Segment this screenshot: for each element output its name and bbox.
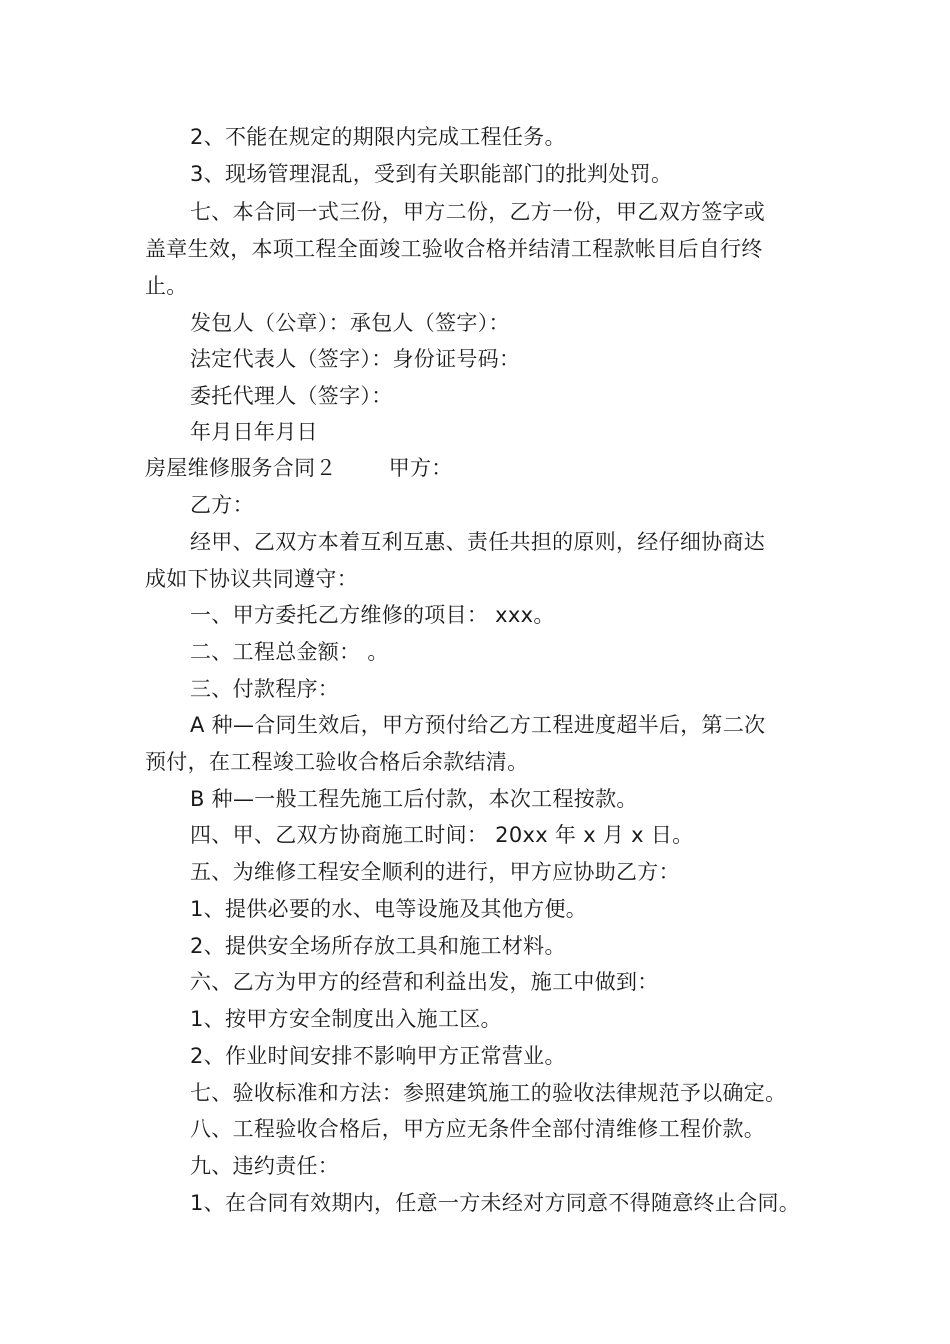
text-line: 2、不能在规定的期限内完成工程任务。 — [190, 125, 566, 149]
contract-heading-line — [145, 454, 453, 482]
text-line: 1、提供必要的水、电等设施及其他方便。 — [190, 897, 588, 921]
text-line: 经甲、乙双方本着互利互惠、责任共担的原则，经仔细协商达 — [190, 530, 766, 554]
signature-line: 委托代理人（签字）： — [190, 384, 393, 408]
text-line: 1、在合同有效期内，任意一方未经对方同意不得随意终止合同。 — [190, 1191, 801, 1215]
text-line: 2、提供安全场所存放工具和施工材料。 — [190, 934, 566, 958]
text-line: 2、作业时间安排不影响甲方正常营业。 — [190, 1044, 566, 1068]
text-line: A 种—合同生效后，甲方预付给乙方工程进度超半后，第二次 — [190, 713, 766, 737]
text-line: 一、甲方委托乙方维修的项目： xxx。 — [190, 603, 555, 627]
text-line: 3、现场管理混乱，受到有关职能部门的批判处罚。 — [190, 162, 673, 186]
text-line: 二、工程总金额： 。 — [190, 640, 389, 664]
signature-line: 法定代表人（签字）：身份证号码： — [190, 347, 521, 371]
text-line: 止。 — [145, 274, 188, 298]
text-line: 预付，在工程竣工验收合格后余款结清。 — [145, 750, 529, 774]
date-line: 年月日年月日 — [190, 420, 318, 444]
text-line: 五、为维修工程安全顺利的进行，甲方应协助乙方： — [190, 860, 680, 884]
text-line: 1、按甲方安全制度出入施工区。 — [190, 1007, 502, 1031]
text-line: 七、验收标准和方法：参照建筑施工的验收法律规范予以确定。 — [190, 1081, 787, 1105]
text-line: 九、违约责任： — [190, 1154, 340, 1178]
text-line: 四、甲、乙双方协商施工时间： 20xx 年 x 月 x 日。 — [190, 823, 694, 847]
text-line: 乙方： — [190, 493, 254, 517]
contract-title: 房屋维修服务合同２ — [145, 456, 337, 480]
text-line: 八、工程验收合格后，甲方应无条件全部付清维修工程价款。 — [190, 1117, 766, 1141]
text-line: 六、乙方为甲方的经营和利益出发，施工中做到： — [190, 970, 659, 994]
text-line: 盖章生效，本项工程全面竣工验收合格并结清工程款帐目后自行终 — [145, 237, 763, 261]
text-line: 七、本合同一式三份，甲方二份，乙方一份，甲乙双方签字或 — [190, 200, 766, 224]
text-line: B 种—一般工程先施工后付款，本次工程按款。 — [190, 787, 638, 811]
signature-line: 发包人（公章）：承包人（签字）： — [190, 311, 510, 335]
text-line: 成如下协议共同遵守： — [145, 567, 358, 591]
party-a-label: 甲方： — [388, 456, 453, 480]
text-line: 三、付款程序： — [190, 677, 340, 701]
